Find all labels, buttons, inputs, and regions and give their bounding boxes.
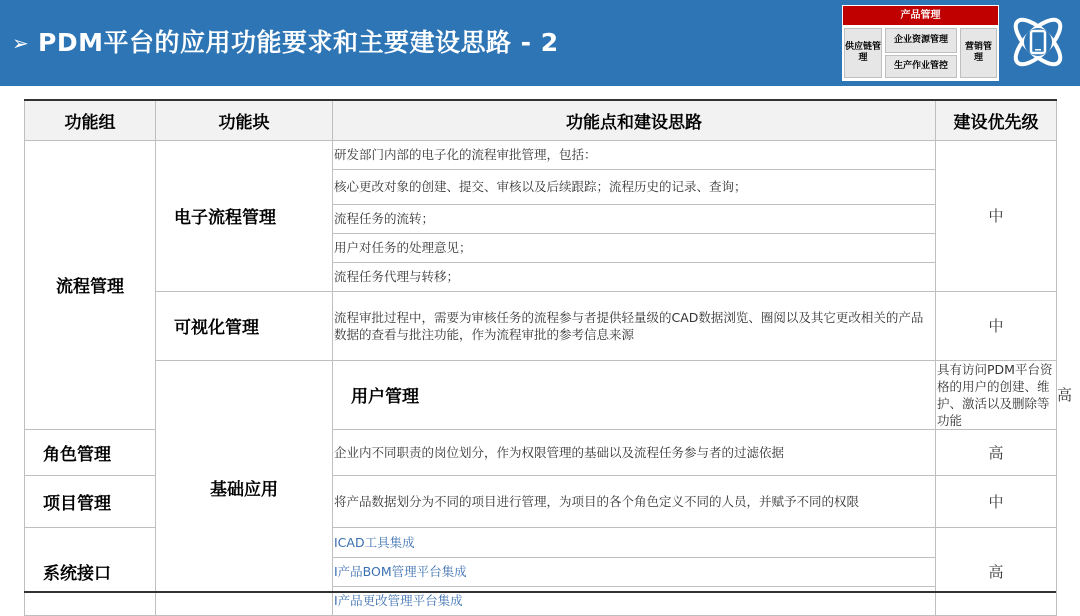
point-text: 核心更改对象的创建、提交、审核以及后续跟踪；流程历史的记录、查询； (333, 169, 936, 204)
table-row (25, 140, 1057, 169)
priority-value: 中 (936, 140, 1057, 291)
diagram-product-management: 产品管理 (843, 6, 998, 25)
point-text: 企业内不同职责的岗位划分，作为权限管理的基础以及流程任务参与者的过滤依据 (333, 429, 936, 475)
header-function-points: 功能点和建设思路 (333, 100, 936, 140)
header-priority: 建设优先级 (936, 100, 1057, 140)
block-role-management: 角色管理 (25, 429, 156, 475)
point-text: I产品BOM管理平台集成 (333, 557, 936, 586)
point-text: 流程任务的流转； (333, 204, 936, 233)
point-text: 流程任务代理与转移； (333, 262, 936, 291)
block-electronic-flow: 电子流程管理 (156, 140, 333, 291)
priority-value: 高 (936, 527, 1057, 615)
block-visualization: 可视化管理 (156, 291, 333, 360)
enterprise-diagram (842, 5, 999, 81)
group-process-management: 流程管理 (25, 140, 156, 429)
table-row: 基础应用 用户管理 具有访问PDM平台资格的用户的创建、维护、激活以及删除等功能 高 (25, 360, 1057, 429)
point-text: ICAD工具集成 (333, 527, 936, 557)
table-header-row (25, 100, 1057, 140)
diagram-production-control: 生产作业管控 (885, 55, 957, 78)
block-project-management: 项目管理 (25, 475, 156, 527)
block-user-management: 用户管理 (333, 360, 936, 429)
group-basic-application: 基础应用 (156, 360, 333, 615)
diagram-erp: 企业资源管理 (885, 28, 957, 53)
point-text: 将产品数据划分为不同的项目进行管理，为项目的各个角色定义不同的人员，并赋予不同的权限 (333, 475, 936, 527)
point-text: 用户对任务的处理意见； (333, 233, 936, 262)
atom-phone-icon (1005, 9, 1071, 75)
point-text: 流程审批过程中，需要为审核任务的流程参与者提供轻量级的CAD数据浏览、圈阅以及其它更改相关的产品数据的查看与批注功能，作为流程审批的参考信息来源 (333, 291, 936, 360)
point-text: I产品更改管理平台集成 (333, 586, 936, 615)
header-function-block: 功能块 (156, 100, 333, 140)
function-table (24, 99, 1073, 616)
title-arrow-icon: ➢ (12, 31, 29, 55)
priority-value: 中 (936, 475, 1057, 527)
block-system-interface: 系统接口 (25, 527, 156, 615)
priority-value: 中 (936, 291, 1057, 360)
diagram-supply-chain: 供应链管理 (844, 28, 882, 78)
priority-value: 高 (936, 429, 1057, 475)
table-row (25, 291, 1057, 360)
diagram-marketing: 营销管理 (960, 28, 997, 78)
point-text: 具有访问PDM平台资格的用户的创建、维护、激活以及删除等功能 (936, 360, 1057, 429)
table-bottom-rule (24, 591, 1056, 593)
page-title: PDM平台的应用功能要求和主要建设思路 - 2 (38, 28, 559, 57)
point-text: 研发部门内部的电子化的流程审批管理，包括： (333, 140, 936, 169)
header-bar (0, 0, 1080, 86)
header-function-group: 功能组 (25, 100, 156, 140)
